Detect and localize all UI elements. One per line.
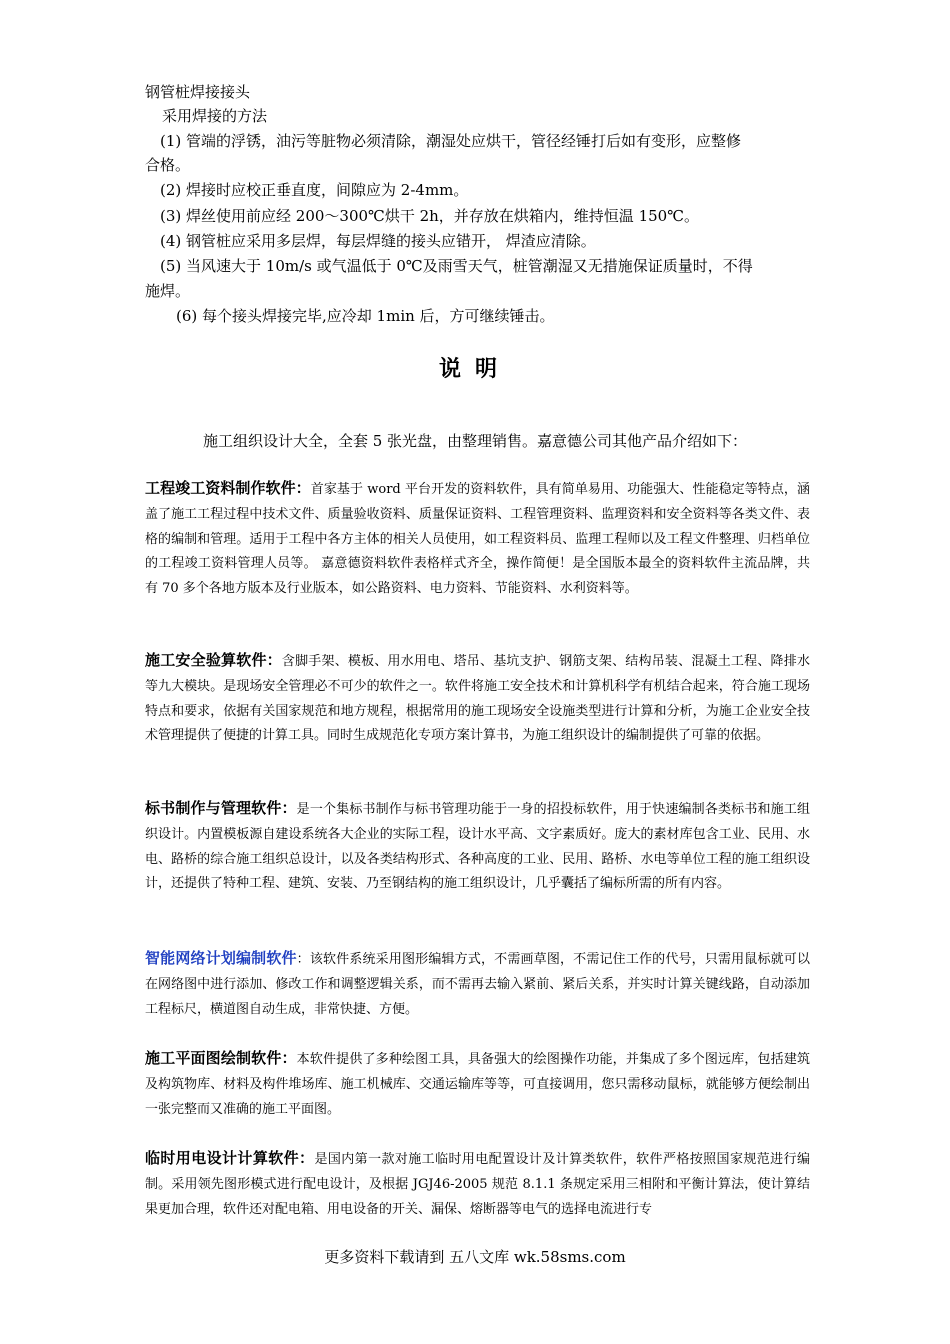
product-desc: 含脚手架、模板、用水用电、塔吊、基坑支护、钢筋支架、结构吊装、混凝土工程、降排水等九大模块。是现场安全管理必不可少的软件之一。软件将施工安全技术和计算机科学有机结合起来，符合施工现场特点和要求，依据有关国家规范和地方规程，根据常用的施工现场安全设施类型进行计算和分析，为施工企业安全技术管理提供了便捷的计算工具。同时生成规范化专项方案计算书，为施工组织设计的编制提供了可靠的依据。	[145, 654, 810, 744]
product-name: 施工安全验算软件：	[145, 651, 282, 669]
product-block	[145, 796, 810, 897]
product-name: 临时用电设计计算软件：	[145, 1149, 315, 1167]
weld-item-5-cont: 施焊。	[145, 282, 191, 300]
product-block	[145, 476, 810, 602]
section-title: 说明	[438, 356, 511, 382]
weld-item-3: (3) 焊丝使用前应经 200～300℃烘干 2h，并存放在烘箱内，维持恒温 150℃。	[160, 207, 699, 225]
intro-text: 施工组织设计大全，全套 5 张光盘，由整理销售。嘉意德公司其他产品介绍如下：	[202, 432, 748, 450]
weld-item-4: (4) 钢管桩应采用多层焊，每层焊缝的接头应错开， 焊渣应清除。	[160, 232, 596, 250]
product-block	[145, 946, 810, 1022]
product-block	[145, 1146, 810, 1222]
product-block	[145, 1046, 810, 1122]
product-desc: 本软件提供了多种绘图工具，具备强大的绘图操作功能，并集成了多个图远库，包括建筑及构筑物库、材料及构件堆场库、施工机械库、交通运输库等等，可直接调用，您只需移动鼠标，就能够方便绘制出一张完整而又准确的施工平面图。	[145, 1052, 810, 1117]
footer-text: 更多资料下载请到 五八文库 wk.58sms.com	[324, 1248, 626, 1266]
product-name: 标书制作与管理软件：	[145, 799, 297, 817]
weld-item-1: (1) 管端的浮锈，油污等脏物必须清除，潮湿处应烘干，管径经锤打后如有变形，应整修	[160, 132, 742, 150]
product-desc: 首家基于 word 平台开发的资料软件，具有简单易用、功能强大、性能稳定等特点，涵盖了施工工程过程中技术文件、质量验收资料、质量保证资料、工程管理资料、监理资料和安全资料等各类文件、表格的编制和管理。适用于工程中各方主体的相关人员使用，如工程资料员、监理工程师以及工程文件整理、归档单位的工程竣工资料管理人员等。 嘉意德资料软件表格样式齐全，操作简便！是全国版本最全的资料软件主流品牌，共有 70 多个各地方版本及行业版本，如公路资料、电力资料、节能资料、水利资料等。	[145, 482, 810, 597]
product-desc: 该软件系统采用图形编辑方式，不需画草图，不需记住工作的代号，只需用鼠标就可以在网络图中进行添加、修改工作和调整逻辑关系，而不需再去输入紧前、紧后关系，并实时计算关键线路，自动添加工程标尺，横道图自动生成，非常快捷、方便。	[145, 952, 810, 1017]
product-desc: 是国内第一款对施工临时用电配置设计及计算类软件，软件严格按照国家规范进行编制。采用领先图形模式进行配电设计，及根据 JGJ46-2005 规范 8.1.1 条规定采用三相附和平衡计算法，使计算结果更加合理，软件还对配电箱、用电设备的开关、漏保、熔断器等电气的选择电流进行专	[145, 1152, 810, 1217]
weld-item-5: (5) 当风速大于 10m/s 或气温低于 0℃及雨雪天气，桩管潮湿又无措施保证质量时，不得	[160, 257, 753, 275]
product-name: 施工平面图绘制软件：	[145, 1049, 297, 1067]
product-desc: 是一个集标书制作与标书管理功能于一身的招投标软件，用于快速编制各类标书和施工组织设计。内置模板源自建设系统各大企业的实际工程，设计水平高、文字素质好。庞大的素材库包含工业、民用、水电、路桥的综合施工组织总设计，以及各类结构形式、各种高度的工业、民用、路桥、水电等单位工程的施工组织设计，还提供了特种工程、建筑、安装、乃至钢结构的施工组织设计，几乎囊括了编标所需的所有内容。	[145, 802, 810, 892]
product-name-sep: ：	[296, 952, 310, 967]
weld-item-2: (2) 焊接时应校正垂直度，间隙应为 2-4mm。	[160, 181, 469, 199]
product-name-highlight: 智能网络计划编制软件	[145, 949, 297, 967]
weld-title: 钢管桩焊接接头	[145, 83, 251, 101]
product-block	[145, 648, 810, 749]
weld-method: 采用焊接的方法	[162, 107, 268, 125]
product-name: 工程竣工资料制作软件：	[145, 479, 311, 497]
weld-item-6: (6) 每个接头焊接完毕,应冷却 1min 后，方可继续锤击。	[176, 307, 555, 325]
weld-item-1-cont: 合格。	[145, 156, 191, 174]
